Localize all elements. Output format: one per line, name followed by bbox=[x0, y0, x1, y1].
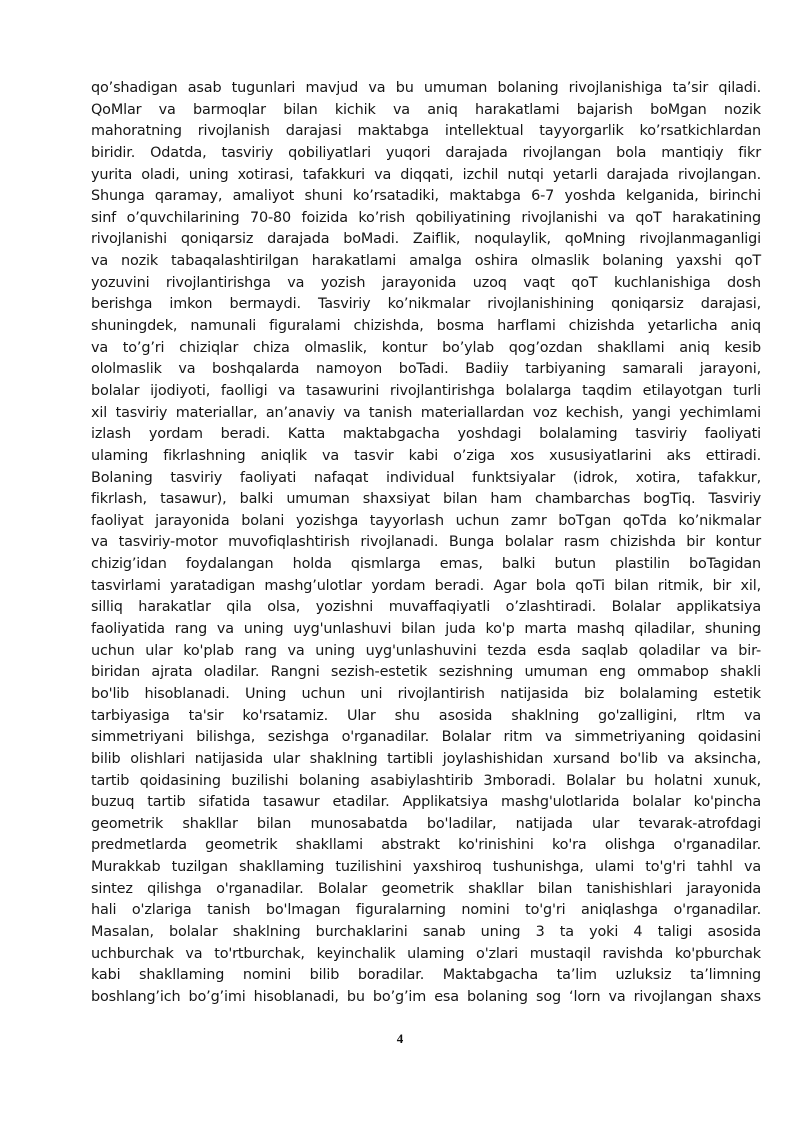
text-line: bilib olishlari natijasida ular shaklning tartibli joylashishidan xursand bo'lib va aksincha, bbox=[91, 750, 761, 767]
page-number: 4 bbox=[396, 1031, 404, 1046]
text-line: tasvirlami yaratadigan mashg’ulotlar yordam beradi. Agar bola qoTi bilan ritmik, bir xil, bbox=[91, 577, 761, 594]
text-line: Bolaning tasviriy faoliyati nafaqat individual funktsiyalar (idrok, xotira, tafakkur, bbox=[91, 469, 761, 486]
text-line: Masalan, bolalar shaklning burchaklarini sanab uning 3 ta yoki 4 taligi asosida bbox=[91, 923, 761, 940]
text-line: hali o'zlariga tanish bo'lmagan figuralarning nomini to'g'ri aniqlashga o'rganadilar. bbox=[91, 902, 761, 919]
text-line: tartib qoidasining buzilishi bolaning asabiylashtirib 3mboradi. Bolalar bu holatni xunuk, bbox=[91, 772, 761, 789]
text-line: predmetlarda geometrik shakllami abstrakt ko'rinishini ko'ra olishga o'rganadilar. bbox=[91, 837, 761, 854]
text-line: fikrlash, tasawur), balki umuman shaxsiyat bilan ham chambarchas bogTiq. Tasviriy bbox=[91, 491, 761, 508]
text-line: biridan ajrata oladilar. Rangni sezish-estetik sezishning umuman eng ommabop shakli bbox=[91, 664, 761, 681]
text-line: berishga imkon bermaydi. Tasviriy ko’nikmalar rivojlanishining qoniqarsiz darajasi, bbox=[91, 296, 761, 313]
text-line: simmetriyani bilishga, sezishga o'rganadilar. Bolalar ritm va simmetriyaning qoidasini bbox=[91, 729, 761, 746]
text-line: ololmaslik va boshqalarda namoyon boTadi. Badiiy tarbiyaning samarali jarayoni, bbox=[91, 361, 761, 378]
text-line: izlash yordam beradi. Katta maktabgacha yoshdagi bolalaming tasviriy faoliyati bbox=[91, 426, 761, 443]
text-line: sintez qilishga o'rganadilar. Bolalar geometrik shakllar bilan tanishishlari jarayonida bbox=[91, 880, 761, 897]
text-line: silliq harakatlar qila olsa, yozishni muvaffaqiyatli o’zlashtiradi. Bolalar applikatsiya bbox=[91, 599, 761, 616]
text-line: uchun ular ko'plab rang va uning uyg'unlashuvini tezda esda saqlab qoladilar va bir- bbox=[91, 642, 761, 659]
text-line: va to’g’ri chiziqlar chiza olmaslik, kontur bo’ylab qog’ozdan shakllami aniq kesib bbox=[91, 339, 761, 356]
text-line: QoMlar va barmoqlar bilan kichik va aniq harakatlami bajarish boMgan nozik bbox=[91, 101, 761, 118]
text-line: va nozik tabaqalashtirilgan harakatlami amalga oshira olmaslik bolaning yaxshi qoT bbox=[91, 253, 761, 270]
text-line: boshlang’ich bo’g’imi hisoblanadi, bu bo’g’im esa bolaning sog ‘lorn va rivojlangan shaxs bbox=[91, 988, 761, 1005]
text-line: geometrik shakllar bilan munosabatda bo'ladilar, natijada ular tevarak-atrofdagi bbox=[91, 815, 761, 832]
text-line: yozuvini rivojlantirishga va yozish jarayonida uzoq vaqt qoT kuchlanishiga dosh bbox=[91, 274, 761, 291]
text-line: shuningdek, namunali figuralami chizishda, bosma harflami chizishda yetarlicha aniq bbox=[91, 318, 761, 335]
body-text bbox=[91, 78, 761, 1009]
text-line: Shunga qaramay, amaliyot shuni ko’rsatadiki, maktabga 6-7 yoshda kelganida, birinchi bbox=[91, 188, 761, 205]
text-line: buzuq tartib sifatida tasawur etadilar. Applikatsiya mashg'ulotlarida bolalar ko'pincha bbox=[91, 794, 761, 811]
text-line: biridir. Odatda, tasviriy qobiliyatlari yuqori darajada rivojlangan bola mantiqiy fikr bbox=[91, 144, 761, 161]
text-line: ulaming fikrlashning aniqlik va tasvir kabi o’ziga xos xususiyatlarini aks ettiradi. bbox=[91, 447, 761, 464]
text-line: qo’shadigan asab tugunlari mavjud va bu umuman bolaning rivojlanishiga ta’sir qiladi. bbox=[91, 80, 761, 96]
text-line: mahoratning rivojlanish darajasi maktabga intellektual tayyorgarlik ko’rsatkichlardan bbox=[91, 123, 761, 140]
text-line: faoliyatida rang va uning uyg'unlashuvi bilan juda ko'p marta mashq qiladilar, shuning bbox=[91, 621, 761, 638]
text-line: tarbiyasiga ta'sir ko'rsatamiz. Ular shu asosida shaklning go'zalligini, rltm va bbox=[91, 707, 761, 724]
text-line: va tasviriy-motor muvofiqlashtirish rivojlanadi. Bunga bolalar rasm chizishda bir kontur bbox=[91, 534, 761, 551]
text-line: rivojlanishi qoniqarsiz darajada boMadi. Zaiflik, noqulaylik, qoMning rivojlanmaganligi bbox=[91, 231, 761, 248]
text-line: chizig’idan foydalangan holda qismlarga emas, balki butun plastilin boTagidan bbox=[91, 556, 761, 573]
text-line: bo'lib hisoblanadi. Uning uchun uni rivojlantirish natijasida biz bolalaming estetik bbox=[91, 685, 761, 702]
text-line: sinf o’quvchilarining 70-80 foizida ko’rish qobiliyatining rivojlanishi va qoT harakatining bbox=[91, 209, 761, 226]
text-line: faoliyat jarayonida bolani yozishga tayyorlash uchun zamr boTgan qoTda ko’nikmalar bbox=[91, 512, 761, 529]
text-line: Murakkab tuzilgan shakllaming tuzilishini yaxshiroq tushunishga, ulami to'g'ri tahhl va bbox=[91, 859, 761, 876]
text-line: bolalar ijodiyoti, faolligi va tasawurini rivojlantirishga bolalarga taqdim etilayotgan turli bbox=[91, 382, 761, 399]
text-line: yurita oladi, uning xotirasi, tafakkuri va diqqati, izchil nutqi yetarli darajada rivojlangan. bbox=[91, 166, 761, 183]
text-line: kabi shakllaming nomini bilib boradilar. Maktabgacha ta’lim uzluksiz ta’limning bbox=[91, 967, 761, 984]
text-line: uchburchak va to'rtburchak, keyinchalik ulaming o'zlari mustaqil ravishda ko'pburchak bbox=[91, 945, 761, 962]
text-line: xil tasviriy materiallar, an’anaviy va tanish materiallardan voz kechish, yangi yechimlami bbox=[91, 404, 761, 421]
